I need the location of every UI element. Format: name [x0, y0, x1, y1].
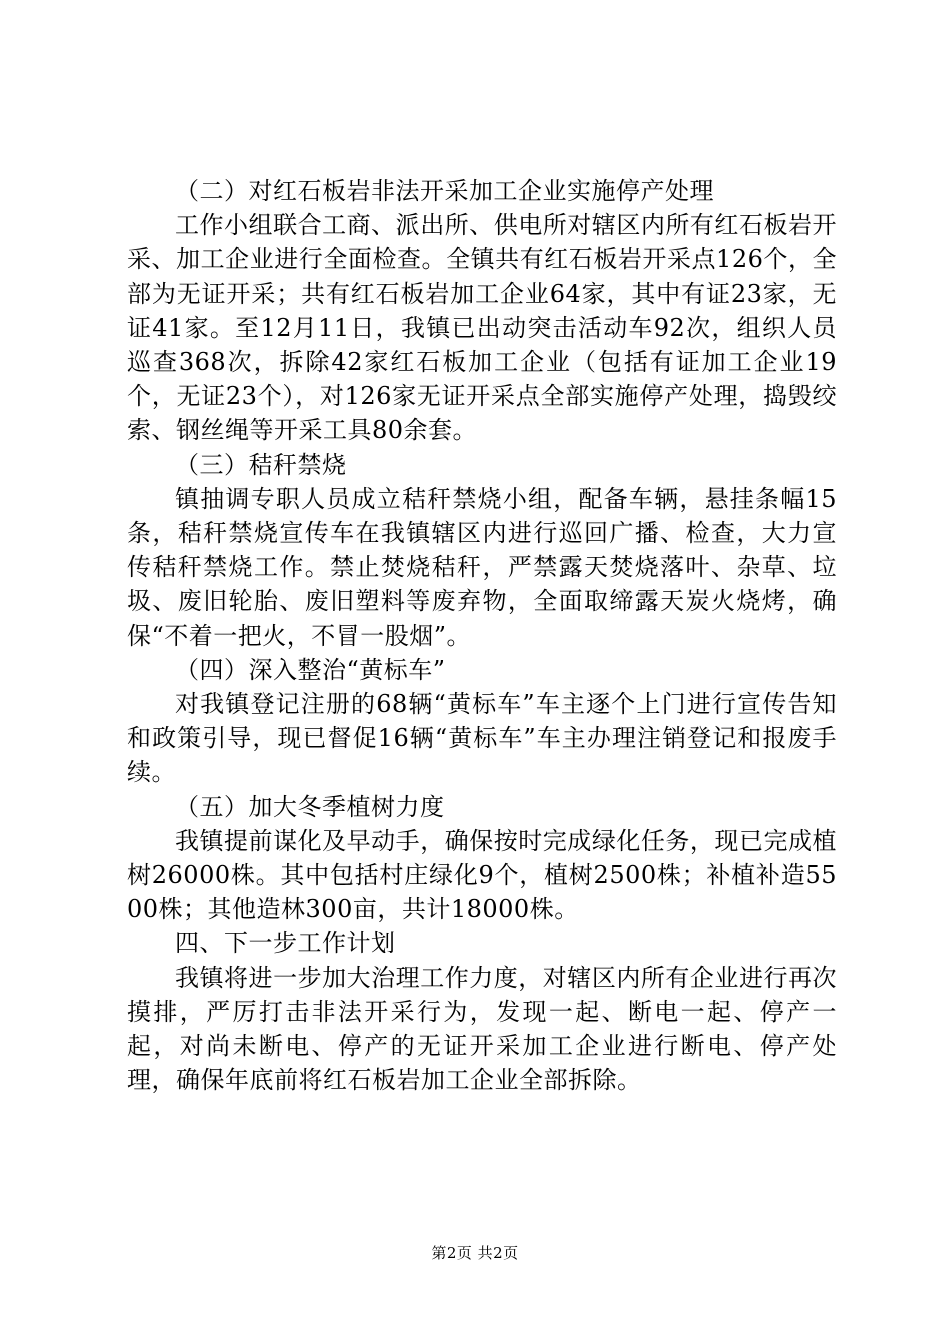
body-paragraph-4: 对我镇登记注册的68辆“黄标车”车主逐个上门进行宣传告知和政策引导，现已督促16辆“黄标车”车主办理注销登记和报废手续。: [127, 690, 837, 787]
body-paragraph-next-plan: 我镇将进一步加大治理工作力度，对辖区内所有企业进行再次摸排，严厉打击非法开采行为，发现一起、断电一起、停产一起，对尚未断电、停产的无证开采加工企业进行断电、停产处理，确保年底前将红石板岩加工企业全部拆除。: [127, 963, 837, 1095]
section-heading-3: （三）秸秆禁烧: [175, 450, 347, 479]
section-heading-2: （二）对红石板岩非法开采加工企业实施停产处理: [175, 177, 714, 205]
section-heading-next-plan: 四、下一步工作计划: [175, 929, 396, 958]
body-paragraph-2: 工作小组联合工商、派出所、供电所对辖区内所有红石板岩开采、加工企业进行全面检查。全镇共有红石板岩开采点126个，全部为无证开采；共有红石板岩加工企业64家，其中有证23家，无证41家。至12月11日，我镇已出动突击活动车92次，组织人员巡查368次，拆除42家红石板加工企业（包括有证加工企业19个，无证23个），对126家无证开采点全部实施停产处理，捣毁绞索、钢丝绳等开采工具80余套。: [127, 211, 837, 445]
page-footer: 第2页 共2页: [431, 1244, 519, 1262]
section-heading-5: （五）加大冬季植树力度: [175, 792, 445, 821]
body-paragraph-5: 我镇提前谋化及早动手，确保按时完成绿化任务，现已完成植树26000株。其中包括村庄绿化9个，植树2500株；补植补造5500株；其他造林300亩，共计18000株。: [127, 826, 837, 924]
section-heading-4: （四）深入整治“黄标车”: [175, 655, 446, 684]
body-paragraph-3: 镇抽调专职人员成立秸秆禁烧小组，配备车辆，悬挂条幅15条，秸秆禁烧宣传车在我镇辖区内进行巡回广播、检查，大力宣传秸秆禁烧工作。禁止焚烧秸秆，严禁露天焚烧落叶、杂草、垃圾、废旧轮胎、废旧塑料等废弃物，全面取缔露天炭火烧烤，确保“不着一把火，不冒一股烟”。: [127, 484, 837, 650]
document-body: [127, 174, 837, 1097]
